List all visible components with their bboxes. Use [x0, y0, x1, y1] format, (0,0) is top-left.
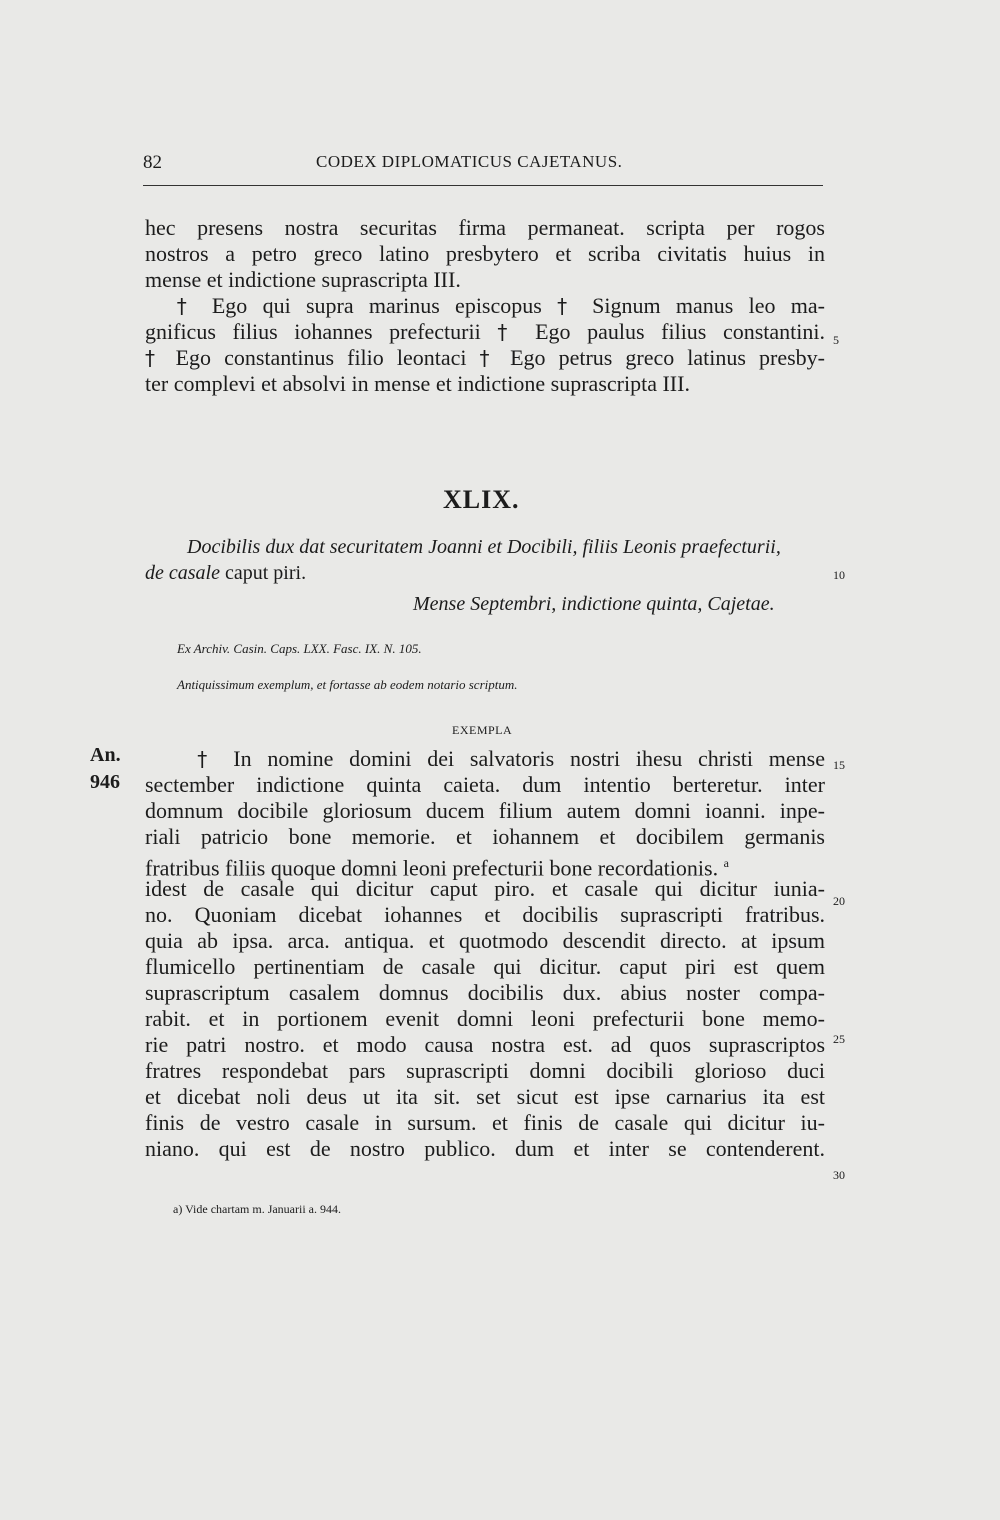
text-line: mense et indictione suprascripta III. — [145, 267, 461, 292]
text-line: gnificus filius iohannes prefecturii † Ego paulus filius constantini. — [145, 319, 826, 344]
margin-year-label: An. — [90, 744, 121, 766]
exempla-label: EXEMPLA — [452, 723, 513, 737]
cross-symbol: † — [479, 346, 498, 370]
page-number: 82 — [143, 152, 162, 173]
text-line: rabit. et in portionem evenit domni leoni prefecturii bone memo- — [145, 1006, 825, 1031]
document-number: XLIX. — [443, 485, 520, 514]
cross-symbol: † — [497, 320, 519, 344]
text-line: et dicebat noli deus ut ita sit. set sicut est ipse carnarius ita est — [145, 1084, 825, 1109]
text-line: flumicello pertinentiam de casale qui dicitur. caput piri est quem — [145, 954, 825, 979]
text-line: ter complevi et absolvi in mense et indictione suprascripta III. — [145, 371, 690, 396]
cross-symbol: † — [557, 294, 577, 318]
footnote-marker: a — [723, 856, 729, 870]
cross-symbol: † — [145, 346, 163, 370]
header-rule — [143, 185, 823, 186]
text-line: no. Quoniam dicebat iohannes et docibilis suprascripti fratribus. — [145, 902, 825, 927]
text-line: quia ab ipsa. arca. antiqua. et quotmodo descendit directo. at ipsum — [145, 928, 825, 953]
line-number: 20 — [833, 894, 845, 908]
line-number: 10 — [833, 568, 845, 582]
text-line: † Ego constantinus filio leontaci † Ego petrus greco latinus presby- — [145, 345, 825, 370]
text-line: † In nomine domini dei salvatoris nostri ihesu christi mense — [187, 746, 825, 771]
text-line: finis de vestro casale in sursum. et finis de casale qui dicitur iu- — [145, 1110, 825, 1135]
text-line: riali patricio bone memorie. et iohannem et docibilem germanis — [145, 824, 825, 849]
source-note: Antiquissimum exemplum, et fortasse ab eodem notario scriptum. — [177, 677, 518, 692]
text-line: idest de casale qui dicitur caput piro. et casale qui dicitur iunia- — [145, 876, 825, 901]
text-line: nostros a petro greco latino presbytero et scriba civitatis huius in — [145, 241, 825, 266]
line-number: 30 — [833, 1168, 845, 1182]
line-number: 15 — [833, 758, 845, 772]
document-summary: Docibilis dux dat securitatem Joanni et Docibili, filiis Leonis praefecturii, — [187, 536, 781, 558]
text-line: rie patri nostro. et modo causa nostra est. ad quos suprascriptos — [145, 1032, 825, 1057]
text-line: domnum docibile gloriosum ducem filium autem domni ioanni. inpe- — [145, 798, 825, 823]
line-number: 25 — [833, 1032, 845, 1046]
text-line: hec presens nostra securitas firma permaneat. scripta per rogos — [145, 215, 825, 240]
cross-symbol: † — [187, 747, 218, 771]
text-line: fratres respondebat pars suprascripti domni docibili glorioso duci — [145, 1058, 825, 1083]
document-date: Mense Septembri, indictione quinta, Cajetae. — [413, 593, 775, 615]
text-line: † Ego qui supra marinus episcopus † Signum manus leo ma- — [167, 293, 825, 318]
running-title: CODEX DIPLOMATICUS CAJETANUS. — [316, 152, 623, 171]
document-summary-cont: de casale caput piri. — [145, 562, 307, 584]
text-line: sectember indictione quinta caieta. dum intentio berteretur. inter — [145, 772, 825, 797]
text-line: niano. qui est de nostro publico. dum et inter se contenderent. — [145, 1136, 825, 1161]
cross-symbol: † — [167, 294, 197, 318]
footnote: a) Vide chartam m. Januarii a. 944. — [173, 1202, 341, 1216]
margin-year: 946 — [90, 771, 120, 793]
line-number: 5 — [833, 333, 839, 347]
text-line: fratribus filiis quoque domni leoni prefecturii bone recordationis. $^a$ — [145, 855, 729, 881]
text-line: suprascriptum casalem domnus docibilis dux. abius noster compa- — [145, 980, 825, 1005]
archive-source: Ex Archiv. Casin. Caps. LXX. Fasc. IX. N. 105. — [177, 641, 422, 656]
